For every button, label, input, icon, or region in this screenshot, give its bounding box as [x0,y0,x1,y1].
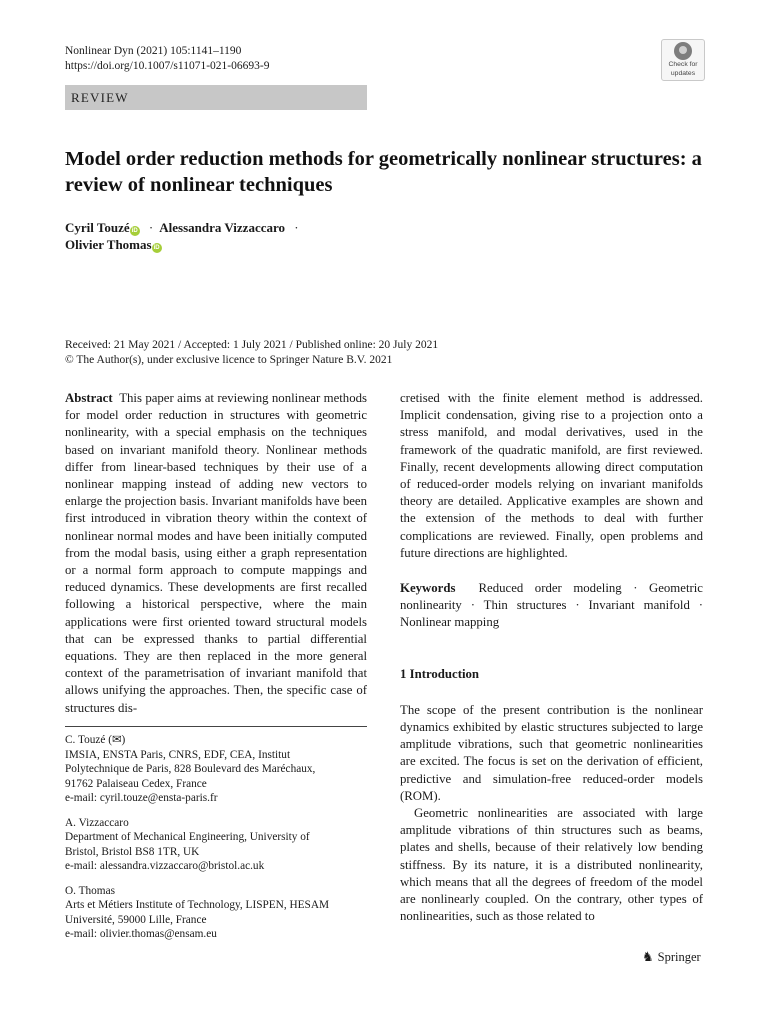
badge-text-2: updates [670,69,696,77]
intro-paragraph-1: The scope of the present contribution is the nonlinear dynamics exhibited by elastic structures subjected to large amplitude vibrations, such that geometric nonlinearities are excited. The focus is set on the derivation of efficient, predictive and simulation-free reduced-order models (ROM). [400,702,703,803]
keywords-heading: Keywords [400,581,456,596]
affiliation-line: Department of Mechanical Engineering, University of [65,831,310,843]
affiliations [65,733,367,952]
affiliation-line: 91762 Palaiseau Cedex, France [65,777,207,790]
author-touze[interactable]: Cyril Touzé [65,220,130,235]
abstract-text-1: This paper aims at reviewing nonlinear methods for model order reduction in structures with geometric nonlinearity, with a special emphasis on the techniques based on invariant manifold theory. Nonlinear methods differ from linear-based techniques by their use of a nonlinear mapping instead of adding new vectors to enlarge the projection basis. Invariant manifolds have been first introduced in vibration theory within the context of nonlinear normal modes and have been initially computed from the modal basis, using either a graph representation or a normal form approach to compute mappings and reduced dynamics. These developments are first recalled following a historical perspective, where the main applications were first oriented toward structural models that can be expressed thanks to partial differential equations. They are then replaced in the more general context of the parametrisation of invariant manifold that allows unifying the approaches. Then, the specific case of structures dis- [65,391,367,715]
affiliation-touze [65,733,367,806]
dates-line: Received: 21 May 2021 / Accepted: 1 July 2021 / Published online: 20 July 2021 [65,339,439,351]
footnote-divider [65,726,367,727]
check-for-updates-badge[interactable] [661,39,705,81]
affiliation-email[interactable]: e-mail: cyril.touze@ensta-paris.fr [65,792,218,804]
affiliation-line: Arts et Métiers Institute of Technology, LISPEN, HESAM [65,899,330,911]
abstract-column-left [65,390,367,717]
keywords-text: Reduced order modeling · Geometric nonlinearity · Thin structures · Invariant manifold · Nonlinear mapping [400,581,703,630]
affiliation-name: O. Thomas [65,884,115,897]
affiliation-email[interactable]: e-mail: alessandra.vizzaccaro@bristol.ac.uk [65,860,265,872]
section-heading-introduction: 1 Introduction [400,666,480,681]
author-list [65,219,305,253]
affiliation-line: Bristol, Bristol BS8 1TR, UK [65,845,200,858]
right-column [400,390,703,925]
springer-horse-icon: ♞ [642,949,654,964]
abstract-heading: Abstract [65,391,113,405]
affiliation-line: Polytechnique de Paris, 828 Boulevard des Maréchaux, [65,763,316,775]
author-separator: · [294,220,299,235]
publisher-logo [642,949,701,965]
intro-paragraph-2: Geometric nonlinearities are associated with large amplitude vibrations of thin structures such as beams, plates and shells, because of their relatively low bending stiffness. By its nature, it is a distributed nonlinearity, which means that all the degrees of freedom of the model are nonlinearly coupled. On the contrary, other types of nonlinearities, such as those related to [400,806,703,924]
author-vizzaccaro[interactable]: Alessandra Vizzaccaro [159,220,286,235]
abstract-text-2: cretised with the finite element method is addressed. Implicit condensation, giving rise to a projection onto a stress manifold, and modal derivatives, used in the framework of the quadratic manifold, are first reviewed. Finally, recent developments allowing direct computation of reduced-order models relying on invariant manifolds theory are detailed. Applicative examples are shown and the extension of the methods to deal with further complications are reviewed. Finally, open problems and future directions are highlighted. [400,391,703,560]
author-separator: · [148,220,154,235]
doi-link[interactable]: https://doi.org/10.1007/s11071-021-06693-9 [65,60,270,72]
affiliation-line: Université, 59000 Lille, France [65,913,207,926]
copyright-line: © The Author(s), under exclusive licence to Springer Nature B.V. 2021 [65,354,393,366]
publication-dates [65,338,438,368]
orcid-icon[interactable]: iD [131,228,138,234]
affiliation-line: IMSIA, ENSTA Paris, CNRS, EDF, CEA, Institut [65,748,291,761]
section-label: REVIEW [65,85,367,110]
author-thomas[interactable]: Olivier Thomas [65,237,152,252]
badge-text-1: Check for [668,61,698,68]
orcid-icon[interactable]: iD [153,245,160,251]
paper-title: Model order reduction methods for geometrically nonlinear structures: a review of nonlinear techniques [65,148,702,196]
affiliation-email[interactable]: e-mail: olivier.thomas@ensam.eu [65,928,217,940]
affiliation-thomas [65,884,367,942]
affiliation-name: C. Touzé (✉) [65,734,126,746]
affiliation-vizzaccaro [65,816,367,874]
update-icon [674,42,692,60]
journal-line: Nonlinear Dyn (2021) 105:1141–1190 [65,45,242,57]
journal-citation [65,44,269,74]
publisher-name: Springer [657,950,701,964]
affiliation-name: A. Vizzaccaro [65,816,129,829]
